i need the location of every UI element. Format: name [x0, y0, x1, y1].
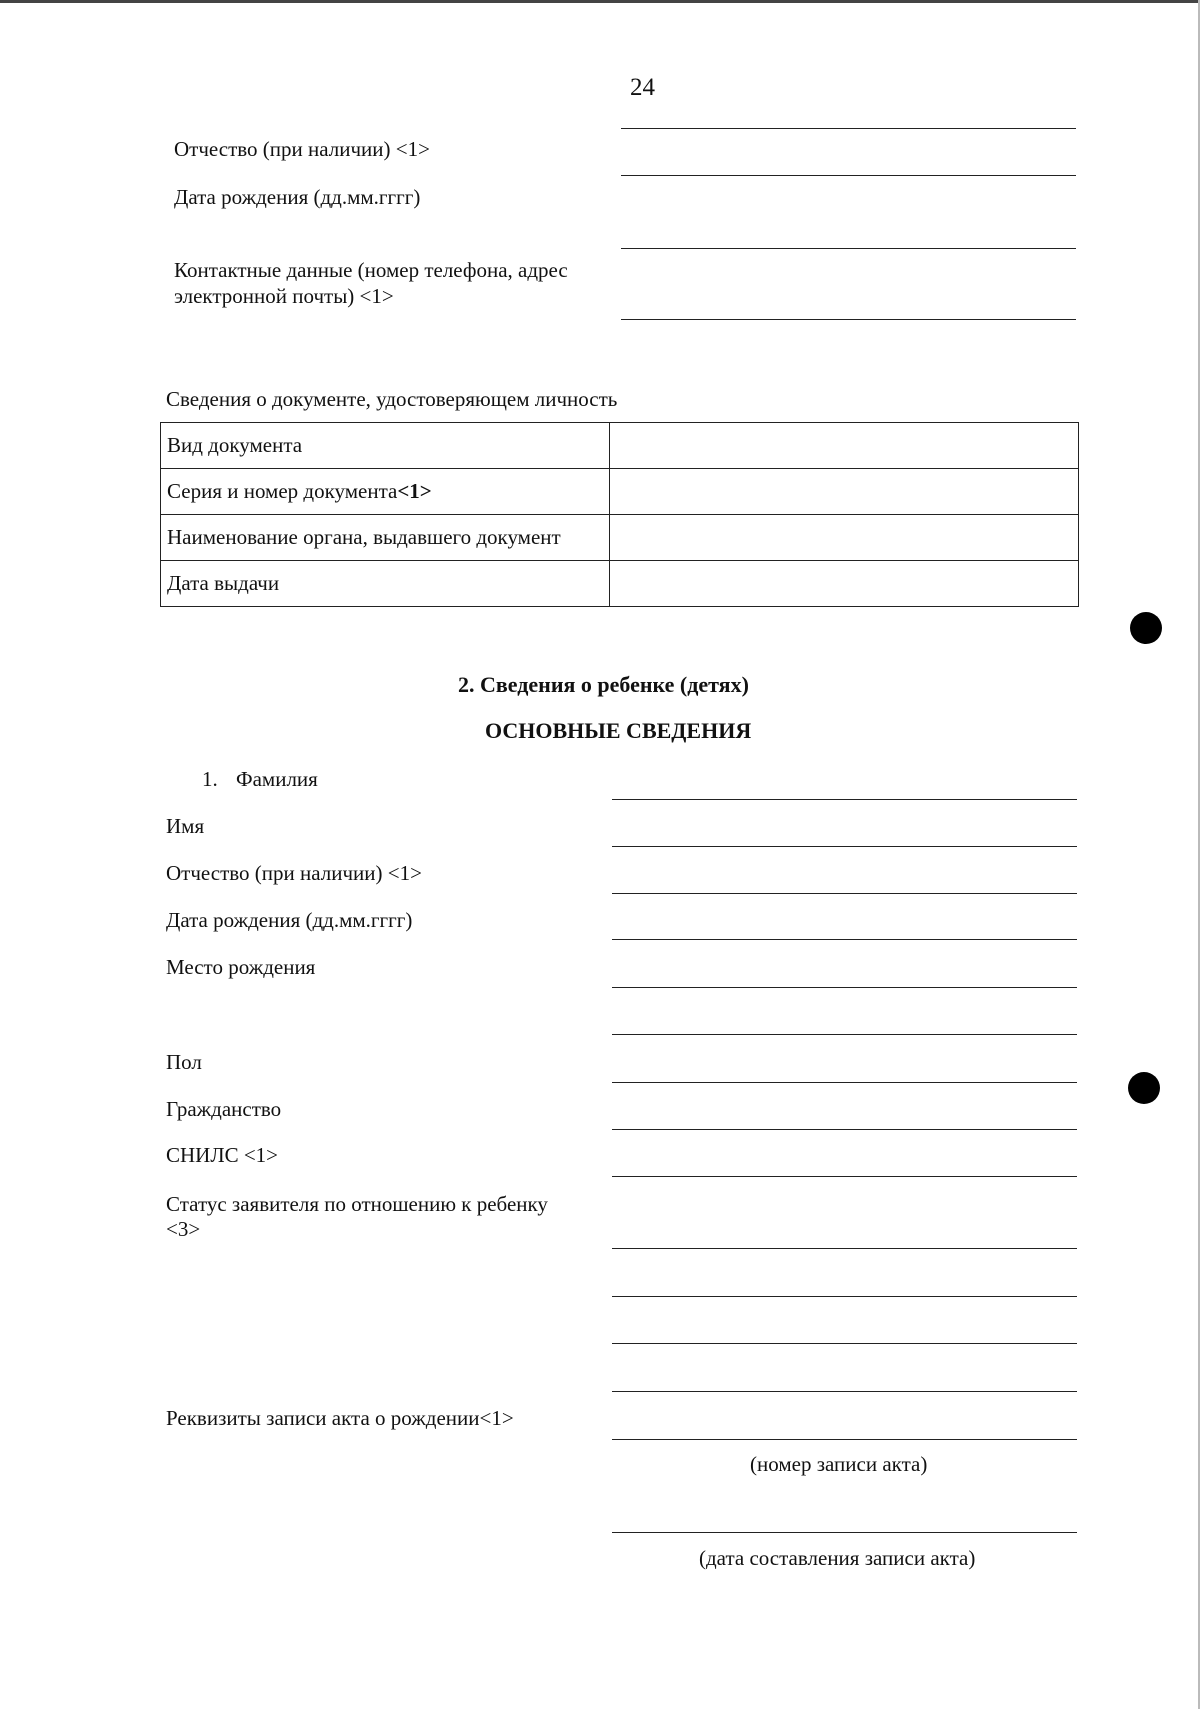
applicant-patronymic-field[interactable]	[621, 175, 1076, 176]
child-citizenship-label: Гражданство	[166, 1097, 282, 1121]
child-status-label-line1: Статус заявителя по отношению к ребенку	[166, 1192, 548, 1216]
doc-issuer-value[interactable]	[610, 515, 1079, 561]
id-document-table	[160, 422, 1079, 607]
child-snils-field[interactable]	[612, 1176, 1077, 1177]
child-citizenship-field[interactable]	[612, 1129, 1077, 1130]
applicant-contacts-field[interactable]	[621, 319, 1076, 320]
child-status-field-2[interactable]	[612, 1296, 1077, 1297]
applicant-contacts-label-line1: Контактные данные (номер телефона, адрес	[174, 258, 568, 282]
hole-punch-mark	[1128, 1072, 1160, 1104]
child-birth-record-label: Реквизиты записи акта о рождении<1>	[166, 1406, 514, 1430]
doc-series-number-label: Серия и номер документа<1>	[161, 469, 610, 515]
doc-issue-date-value[interactable]	[610, 561, 1079, 607]
doc-type-label: Вид документа	[161, 423, 610, 469]
child-birth-date-field[interactable]	[612, 939, 1077, 940]
child-patronymic-field[interactable]	[612, 893, 1077, 894]
child-status-field-4[interactable]	[612, 1391, 1077, 1392]
table-row	[161, 469, 1079, 515]
child-name-label: Имя	[166, 814, 205, 838]
applicant-contacts-label-line2: электронной почты) <1>	[174, 284, 394, 308]
child-sex-label: Пол	[166, 1050, 202, 1074]
doc-type-value[interactable]	[610, 423, 1079, 469]
id-document-heading: Сведения о документе, удостоверяющем личность	[166, 387, 618, 411]
child-snils-label: СНИЛС <1>	[166, 1143, 279, 1167]
applicant-birth-date-field[interactable]	[621, 248, 1076, 249]
applicant-top-line	[621, 128, 1076, 129]
doc-issuer-label: Наименование органа, выдавшего документ	[161, 515, 610, 561]
child-section-title: 2. Сведения о ребенке (детях)	[458, 672, 749, 697]
child-birth-place-field[interactable]	[612, 987, 1077, 988]
doc-issue-date-label: Дата выдачи	[161, 561, 610, 607]
child-status-label-line2: <3>	[166, 1217, 201, 1241]
child-sex-field[interactable]	[612, 1082, 1077, 1083]
applicant-patronymic-label: Отчество (при наличии) <1>	[174, 137, 430, 161]
child-birth-place-label: Место рождения	[166, 955, 316, 979]
table-row	[161, 515, 1079, 561]
table-row	[161, 561, 1079, 607]
child-patronymic-label: Отчество (при наличии) <1>	[166, 861, 422, 885]
scan-top-edge	[0, 0, 1200, 3]
hole-punch-mark	[1130, 612, 1162, 644]
applicant-birth-date-label: Дата рождения (дд.мм.гггг)	[174, 185, 421, 209]
child-status-field-3[interactable]	[612, 1343, 1077, 1344]
record-date-caption: (дата составления записи акта)	[699, 1546, 976, 1570]
child-surname-field[interactable]	[612, 799, 1077, 800]
page-number: 24	[630, 74, 655, 101]
child-name-field[interactable]	[612, 846, 1077, 847]
child-section-subtitle: ОСНОВНЫЕ СВЕДЕНИЯ	[485, 718, 752, 743]
birth-record-number-field[interactable]	[612, 1439, 1077, 1440]
doc-series-number-value[interactable]	[610, 469, 1079, 515]
child-status-field[interactable]	[612, 1248, 1077, 1249]
table-row	[161, 423, 1079, 469]
birth-record-date-field[interactable]	[612, 1532, 1077, 1533]
child-item-number: 1.	[202, 767, 218, 791]
child-surname-label: Фамилия	[236, 767, 318, 791]
child-birth-date-label: Дата рождения (дд.мм.гггг)	[166, 908, 413, 932]
child-birth-place-field-2[interactable]	[612, 1034, 1077, 1035]
record-number-caption: (номер записи акта)	[750, 1452, 928, 1476]
